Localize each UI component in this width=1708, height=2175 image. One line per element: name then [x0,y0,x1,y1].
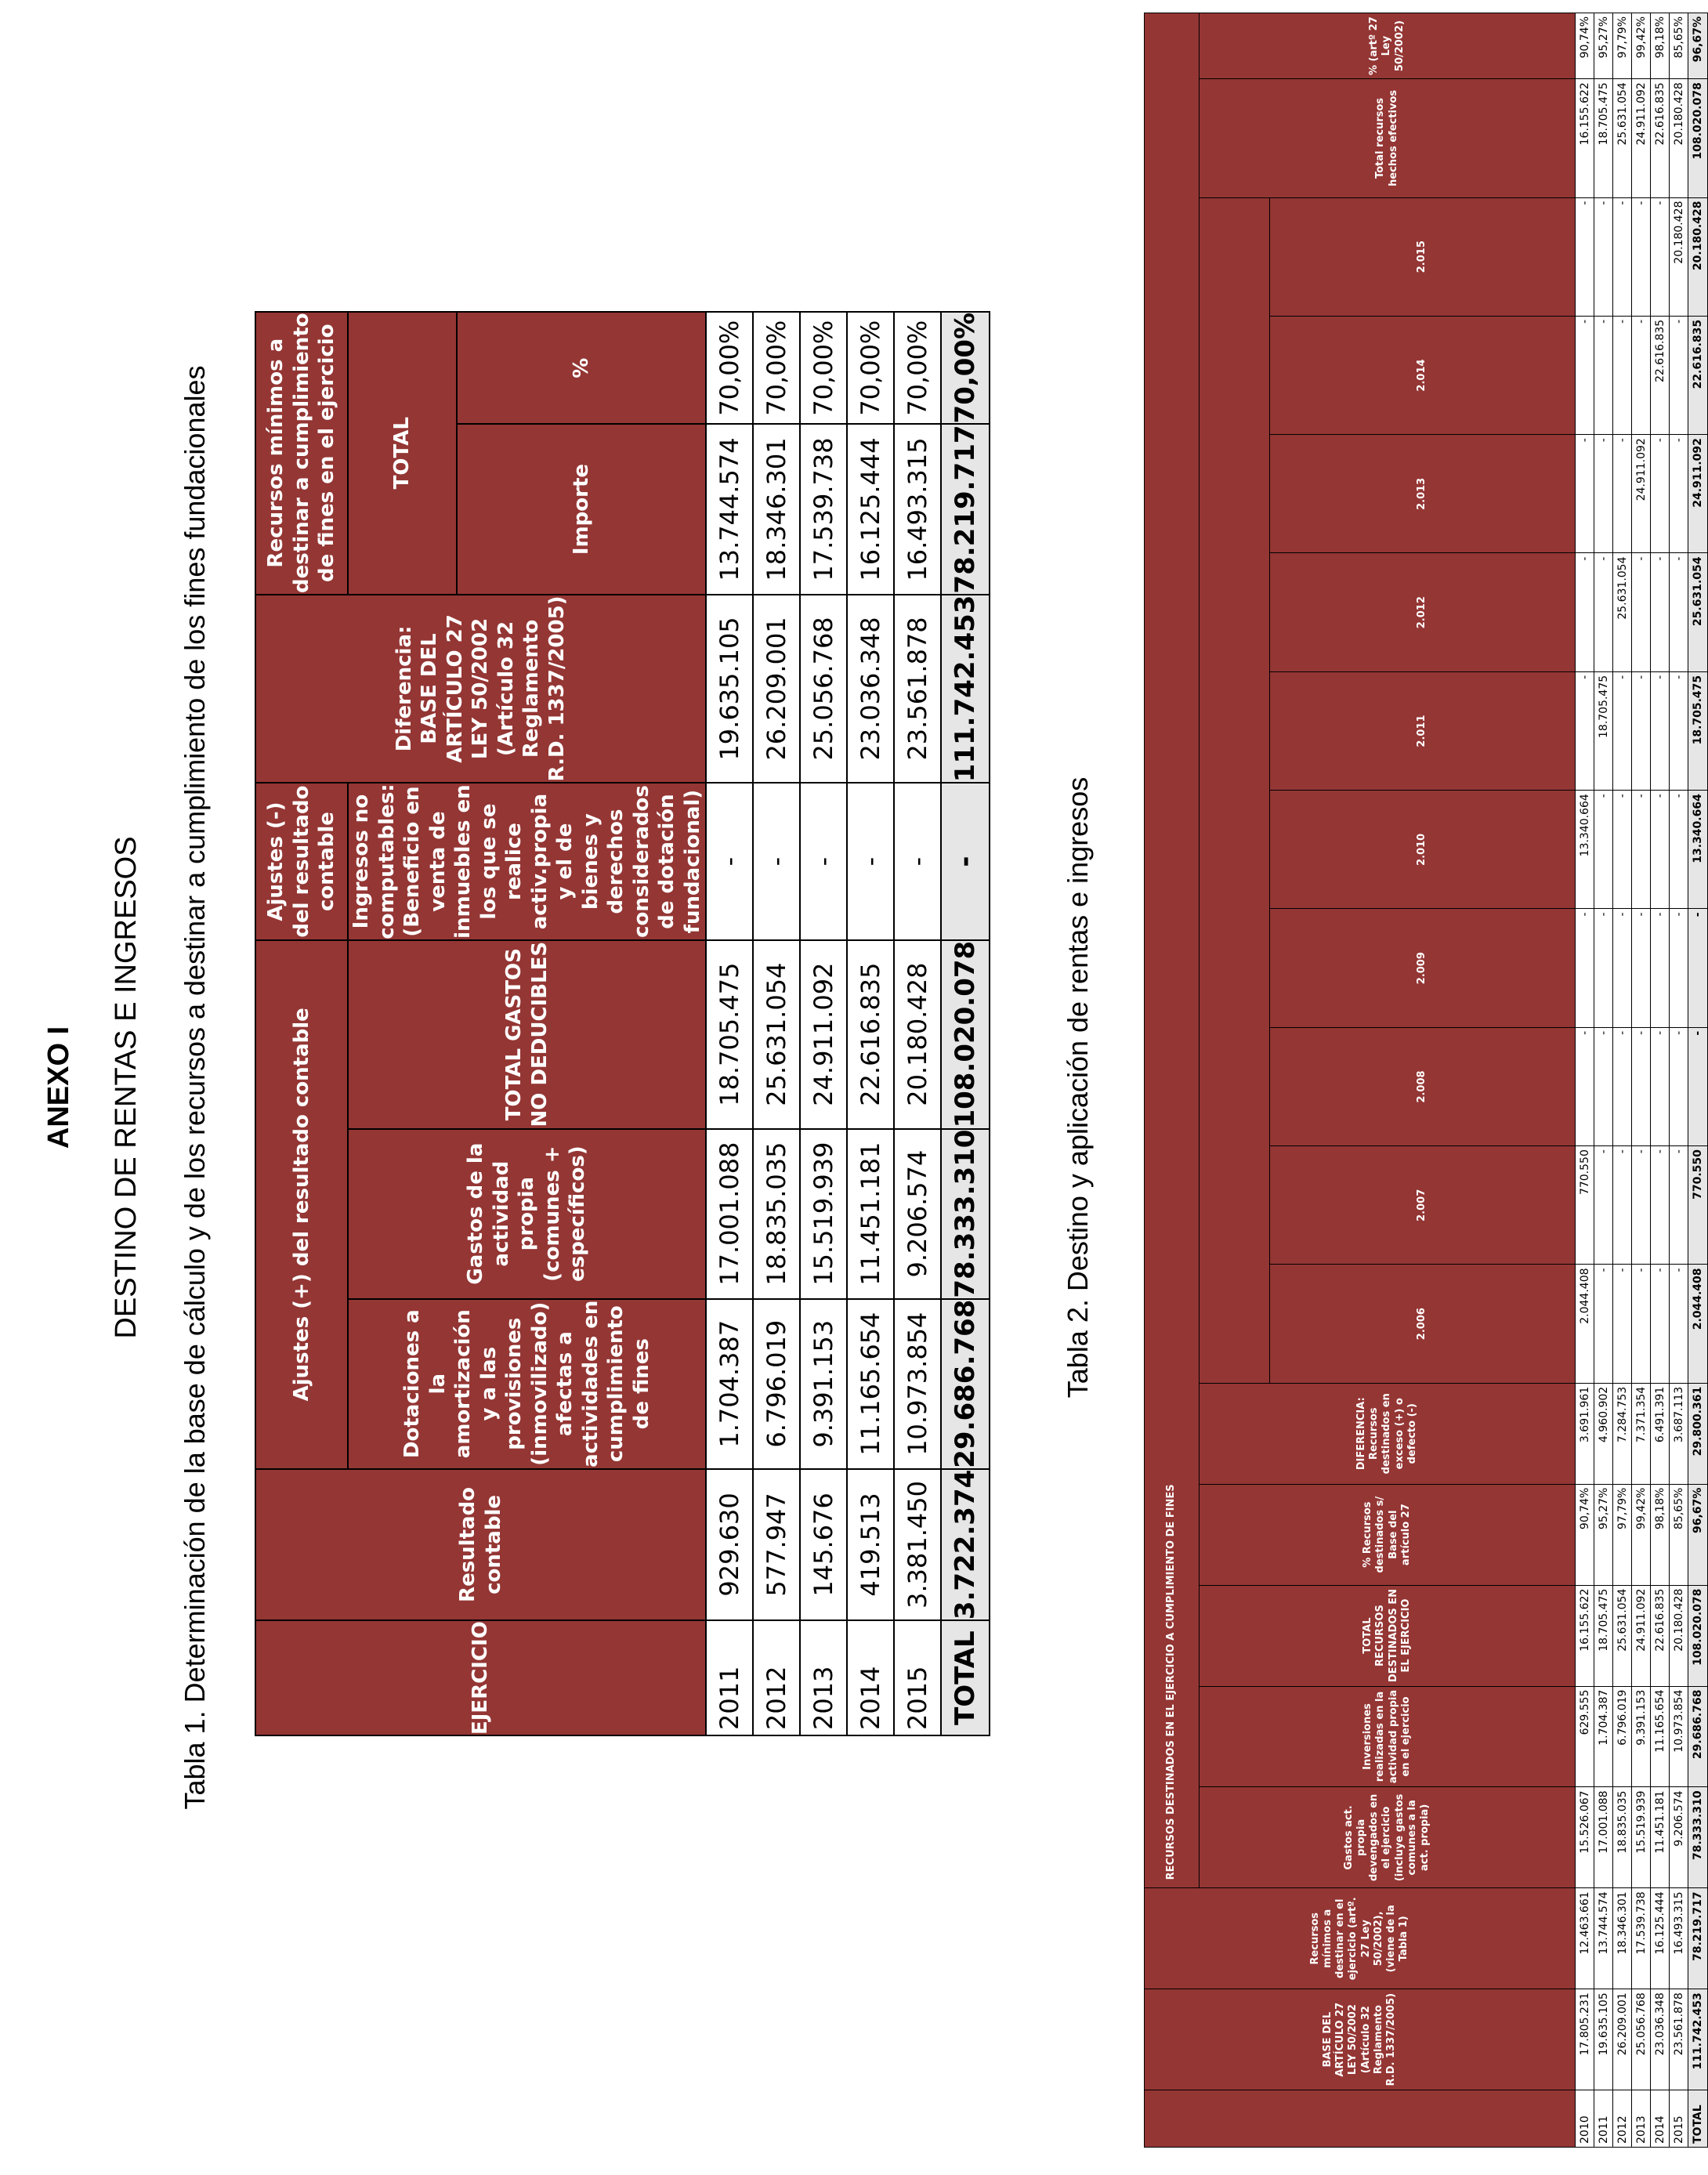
t1-cell-total-gastos: 25.631.054 [753,940,800,1129]
t1-header-total-gastos: TOTAL GASTOS NO DEDUCIBLES [348,940,706,1129]
t1-cell-total-gastos: 24.911.092 [800,940,847,1129]
t2-cell-alloc: - [1576,909,1594,1027]
t2-cell-recursos-min: 78.219.717 [1688,1888,1708,1989]
t1-cell-year: 2011 [706,1620,753,1735]
t2-cell-alloc: - [1576,1027,1594,1145]
t1-total-year: TOTAL [941,1620,990,1735]
t2-cell-alloc: - [1651,909,1670,1027]
t2-header-base: BASE DEL ARTÍCULO 27 LEY 50/2002 (Artículo 32 Reglamento R.D. 1337/2005) [1145,1989,1576,2090]
t2-cell-recursos-min: 17.539.738 [1632,1888,1651,1989]
t2-header-recursos-min: Recursos mínimos a destinar en el ejercicio (artº. 27 Ley 50/2002), (viene de la Tabla 1) [1145,1888,1576,1989]
t2-cell-total-rec: 18.705.475 [1594,1585,1613,1686]
t1-body [706,312,990,1735]
t2-header-year-6: 2.012 [1270,553,1576,671]
t1-cell-gastos: 11.451.181 [847,1129,894,1299]
t2-cell-alloc: - [1670,791,1688,909]
t2-cell-alloc: - [1651,553,1670,671]
t2-cell-base: 19.635.105 [1594,1989,1613,2090]
t2-cell-alloc: - [1632,316,1651,434]
t2-cell-base: 17.805.231 [1576,1989,1594,2090]
t2-cell-total-efectivos: 24.911.092 [1632,79,1651,197]
t2-cell-alloc: - [1688,1027,1708,1145]
t2-cell-alloc: - [1613,1027,1632,1145]
t2-cell-alloc: 25.631.054 [1613,553,1632,671]
t2-cell-alloc: - [1688,909,1708,1027]
t2-cell-alloc: - [1594,791,1613,909]
t2-header-year-9: 2.015 [1270,197,1576,316]
t2-cell-diferencia: 4.960.902 [1594,1383,1613,1484]
t1-cell-resultado: 3.381.450 [894,1469,941,1620]
t1-cell-dotaciones: 10.973.854 [894,1299,941,1469]
t2-cell-total-efectivos: 16.155.622 [1576,79,1594,197]
t2-cell-total-rec: 108.020.078 [1688,1585,1708,1686]
t2-cell-alloc: - [1576,435,1594,553]
t1-cell-resultado: 929.630 [706,1469,753,1620]
t2-cell-alloc: - [1651,1265,1670,1383]
t2-header-year-1: 2.007 [1270,1146,1576,1265]
t2-cell-alloc: - [1651,197,1670,316]
t2-cell-total-efectivos: 22.616.835 [1651,79,1670,197]
t2-cell-alloc: - [1651,1027,1670,1145]
t2-cell-total-rec: 24.911.092 [1632,1585,1651,1686]
t2-cell-recursos-min: 16.493.315 [1670,1888,1688,1989]
t2-cell-pct-art: 97,79% [1613,13,1632,79]
t1-cell-year: 2015 [894,1620,941,1735]
t2-cell-alloc: - [1594,553,1613,671]
t2-cell-alloc: - [1670,316,1688,434]
t1-header-ejercicio: EJERCICIO [255,1620,706,1735]
t2-cell-base: 111.742.453 [1688,1989,1708,2090]
t2-cell-pct-rec: 96,67% [1688,1484,1708,1585]
t2-header-year-0: 2.006 [1270,1265,1576,1383]
t2-cell-alloc: - [1632,197,1651,316]
t2-cell-year: 2014 [1651,2090,1670,2148]
t1-total-diferencia: 111.742.453 [941,595,990,784]
t2-cell-year: 2011 [1594,2090,1613,2148]
t1-cell-year: 2014 [847,1620,894,1735]
t2-cell-inversiones: 29.686.768 [1688,1686,1708,1787]
t2-cell-alloc: - [1670,671,1688,790]
t1-header-resultado: Resultado contable [255,1469,706,1620]
t2-cell-total-rec: 22.616.835 [1651,1585,1670,1686]
t1-cell-dotaciones: 1.704.387 [706,1299,753,1469]
t2-cell-alloc: 25.631.054 [1688,553,1708,671]
t2-cell-alloc: - [1613,316,1632,434]
t1-cell-year: 2013 [800,1620,847,1735]
t2-cell-total-rec: 20.180.428 [1670,1585,1688,1686]
t2-cell-total-efectivos: 20.180.428 [1670,79,1688,197]
t1-cell-diferencia: 23.036.348 [847,595,894,784]
t2-cell-alloc: - [1576,197,1594,316]
t2-cell-alloc: 2.044.408 [1576,1265,1594,1383]
t2-header-year-8: 2.014 [1270,316,1576,434]
t2-header-year-7: 2.013 [1270,435,1576,553]
t2-cell-diferencia: 3.687.113 [1670,1383,1688,1484]
t2-cell-alloc: - [1670,1027,1688,1145]
t1-header-recursos: Recursos mínimos a destinar a cumplimiento de fines en el ejercicio [255,312,348,595]
t2-cell-total-efectivos: 18.705.475 [1594,79,1613,197]
t1-cell-diferencia: 26.209.001 [753,595,800,784]
t2-cell-diferencia: 7.284.753 [1613,1383,1632,1484]
t1-cell-ingresos: - [894,783,941,939]
t1-cell-importe: 18.346.301 [753,424,800,594]
t1-header-total: TOTAL [348,312,457,595]
t2-cell-alloc: 770.550 [1576,1146,1594,1265]
t2-header-total-efectivos: Total recursos hechos efectivos [1200,79,1576,197]
t1-total-pct: 70,00% [941,312,990,425]
t2-header-year-2: 2.008 [1270,1027,1576,1145]
t2-cell-alloc: - [1632,909,1651,1027]
t2-header-total-rec: TOTAL RECURSOS DESTINADOS EN EL EJERCICIO [1200,1585,1576,1686]
t2-cell-pct-art: 96,67% [1688,13,1708,79]
t2-cell-alloc: - [1613,791,1632,909]
t2-cell-alloc: 770.550 [1688,1146,1708,1265]
t2-header-year-3: 2.009 [1270,909,1576,1027]
t2-cell-inversiones: 629.555 [1576,1686,1594,1787]
table1-caption: Tabla 1. Determinación de la base de cálculo y de los recursos a destinar a cumplimiento de los fines fundacionales [179,365,211,1810]
t1-cell-pct: 70,00% [800,312,847,425]
t1-cell-dotaciones: 9.391.153 [800,1299,847,1469]
t2-cell-alloc: - [1613,435,1632,553]
table1 [255,311,990,1736]
t2-header-gastos-act: Gastos act. propia devengados en el ejercicio (incluye gastos comunes a la act. propia) [1200,1787,1576,1888]
t2-cell-alloc: - [1670,909,1688,1027]
t2-cell-gastos-act: 11.451.181 [1651,1787,1670,1888]
t2-cell-alloc: - [1613,1265,1632,1383]
t2-cell-pct-rec: 85,65% [1670,1484,1688,1585]
t1-cell-importe: 13.744.574 [706,424,753,594]
t2-cell-alloc: - [1651,791,1670,909]
t2-cell-base: 26.209.001 [1613,1989,1632,2090]
t2-row [1576,13,1594,2148]
t2-cell-alloc: - [1632,1027,1651,1145]
t2-cell-alloc: - [1632,1265,1651,1383]
t2-header-year [1145,2090,1576,2148]
t2-cell-gastos-act: 9.206.574 [1670,1787,1688,1888]
t1-cell-importe: 17.539.738 [800,424,847,594]
t2-cell-pct-art: 95,27% [1594,13,1613,79]
t2-cell-inversiones: 11.165.654 [1651,1686,1670,1787]
t2-cell-pct-art: 98,18% [1651,13,1670,79]
t2-row [1632,13,1651,2148]
t1-cell-total-gastos: 22.616.835 [847,940,894,1129]
t1-total-dotaciones: 29.686.768 [941,1299,990,1469]
t1-cell-gastos: 18.835.035 [753,1129,800,1299]
t1-cell-diferencia: 23.561.878 [894,595,941,784]
t1-row [847,312,894,1735]
t2-cell-year: 2015 [1670,2090,1688,2148]
t2-cell-pct-art: 85,65% [1670,13,1688,79]
t2-cell-pct-art: 90,74% [1576,13,1594,79]
t2-cell-gastos-act: 15.519.939 [1632,1787,1651,1888]
table2-caption: Tabla 2. Destino y aplicación de rentas e ingresos [1062,776,1094,1399]
t2-cell-total-rec: 16.155.622 [1576,1585,1594,1686]
t2-cell-diferencia: 29.800.361 [1688,1383,1708,1484]
t2-cell-alloc: - [1651,435,1670,553]
t1-cell-ingresos: - [706,783,753,939]
t1-header-dotaciones: Dotaciones a la amortización y a las provisiones (inmovilizado) afectas a actividades en cumplimiento de fines [348,1299,706,1469]
t2-cell-alloc: - [1613,1146,1632,1265]
t1-total-gastos: 78.333.310 [941,1129,990,1299]
t2-cell-pct-art: 99,42% [1632,13,1651,79]
t2-cell-alloc: 18.705.475 [1594,671,1613,790]
t1-header-ajustes-pos: Ajustes (+) del resultado contable [255,940,348,1469]
t2-header-year-4: 2.010 [1270,791,1576,909]
t2-cell-alloc: 20.180.428 [1688,197,1708,316]
t2-cell-recursos-min: 12.463.661 [1576,1888,1594,1989]
t2-cell-alloc: 20.180.428 [1670,197,1688,316]
t2-cell-alloc: 22.616.835 [1651,316,1670,434]
t2-cell-inversiones: 6.796.019 [1613,1686,1632,1787]
t2-header-diferencia: DIFERENCIA: Recursos destinados en exceso (+) o defecto (-) [1200,1383,1576,1484]
t2-cell-inversiones: 10.973.854 [1670,1686,1688,1787]
t2-cell-alloc: - [1670,1146,1688,1265]
t1-cell-pct: 70,00% [753,312,800,425]
t2-cell-alloc: 24.911.092 [1632,435,1651,553]
t2-cell-diferencia: 3.691.961 [1576,1383,1594,1484]
t1-cell-importe: 16.493.315 [894,424,941,594]
section-title: DESTINO DE RENTAS E INGRESOS [110,836,143,1339]
t2-cell-alloc: - [1651,671,1670,790]
t2-cell-alloc: - [1632,791,1651,909]
t2-header-years-blank [1200,197,1270,1383]
t1-header-ajustes-neg: Ajustes (-) del resultado contable [255,783,348,939]
t1-cell-gastos: 9.206.574 [894,1129,941,1299]
t1-cell-total-gastos: 20.180.428 [894,940,941,1129]
t2-cell-alloc: 18.705.475 [1688,671,1708,790]
t1-total-total-gastos: 108.020.078 [941,940,990,1129]
t2-header-group: RECURSOS DESTINADOS EN EL EJERCICIO A CUMPLIMIENTO DE FINES [1145,13,1200,1888]
t2-cell-alloc: - [1576,553,1594,671]
t1-header-gastos: Gastos de la actividad propia (comunes + específicos) [348,1129,706,1299]
t2-cell-alloc: 22.616.835 [1688,316,1708,434]
t2-body [1576,13,1708,2148]
t2-cell-pct-rec: 99,42% [1632,1484,1651,1585]
t2-cell-alloc: - [1594,197,1613,316]
t2-cell-alloc: - [1632,1146,1651,1265]
t1-cell-total-gastos: 18.705.475 [706,940,753,1129]
t2-cell-pct-rec: 98,18% [1651,1484,1670,1585]
t2-cell-alloc: 13.340.664 [1576,791,1594,909]
t1-header-importe: Importe [457,424,706,594]
t1-total-ingresos: - [941,783,990,939]
t1-cell-diferencia: 19.635.105 [706,595,753,784]
t1-cell-diferencia: 25.056.768 [800,595,847,784]
t2-cell-alloc: - [1576,316,1594,434]
t2-cell-recursos-min: 13.744.574 [1594,1888,1613,1989]
t2-cell-recursos-min: 18.346.301 [1613,1888,1632,1989]
t1-cell-year: 2012 [753,1620,800,1735]
t1-cell-ingresos: - [847,783,894,939]
t1-cell-pct: 70,00% [706,312,753,425]
t2-header-pct-art: % (artº 27 Ley 50/2002) [1200,13,1576,79]
t2-cell-gastos-act: 15.526.067 [1576,1787,1594,1888]
t1-cell-resultado: 577.947 [753,1469,800,1620]
t2-cell-total-rec: 25.631.054 [1613,1585,1632,1686]
t2-cell-diferencia: 6.491.391 [1651,1383,1670,1484]
t2-cell-alloc: - [1613,671,1632,790]
t2-cell-alloc: - [1632,671,1651,790]
t1-cell-gastos: 17.001.088 [706,1129,753,1299]
t1-cell-resultado: 419.513 [847,1469,894,1620]
t1-cell-pct: 70,00% [847,312,894,425]
t1-row [706,312,753,1735]
t2-header-pct-rec: % Recursos destinados s/ Base del artículo 27 [1200,1484,1576,1585]
t1-cell-dotaciones: 11.165.654 [847,1299,894,1469]
t2-cell-alloc: - [1594,1146,1613,1265]
anexo-title: ANEXO I [42,1026,75,1149]
t2-cell-year: 2013 [1632,2090,1651,2148]
t2-cell-recursos-min: 16.125.444 [1651,1888,1670,1989]
t2-cell-gastos-act: 17.001.088 [1594,1787,1613,1888]
t2-cell-alloc: - [1594,435,1613,553]
t2-row [1670,13,1688,2148]
t1-total-row [941,312,990,1735]
t2-cell-diferencia: 7.371.354 [1632,1383,1651,1484]
t2-cell-alloc: - [1613,197,1632,316]
t2-cell-gastos-act: 78.333.310 [1688,1787,1708,1888]
t2-cell-alloc: - [1594,1027,1613,1145]
t1-header-pct: % [457,312,706,425]
t2-cell-alloc: 24.911.092 [1688,435,1708,553]
t2-cell-base: 25.056.768 [1632,1989,1651,2090]
t2-cell-inversiones: 1.704.387 [1594,1686,1613,1787]
t2-cell-alloc: - [1670,553,1688,671]
t1-cell-gastos: 15.519.939 [800,1129,847,1299]
t1-header-ingresos: Ingresos no computables: (Beneficio en venta de inmuebles en los que se realice activ.propia y el de bienes y derechos considerados de dotación fundacional) [348,783,706,939]
t2-row [1651,13,1670,2148]
t1-cell-pct: 70,00% [894,312,941,425]
t2-cell-alloc: - [1651,1146,1670,1265]
t2-cell-alloc: - [1670,435,1688,553]
t2-cell-inversiones: 9.391.153 [1632,1686,1651,1787]
t2-header-inversiones: Inversiones realizadas en la actividad propia en el ejercicio [1200,1686,1576,1787]
t2-row [1594,13,1613,2148]
t2-cell-base: 23.036.348 [1651,1989,1670,2090]
t2-cell-year: 2010 [1576,2090,1594,2148]
t2-row [1613,13,1632,2148]
table2 [1144,13,1708,2148]
t2-cell-total-efectivos: 25.631.054 [1613,79,1632,197]
t2-cell-year: TOTAL [1688,2090,1708,2148]
t2-header-year-5: 2.011 [1270,671,1576,790]
t2-cell-alloc: - [1613,909,1632,1027]
t2-cell-year: 2012 [1613,2090,1632,2148]
t1-cell-importe: 16.125.444 [847,424,894,594]
t2-cell-pct-rec: 90,74% [1576,1484,1594,1585]
t1-total-importe: 78.219.717 [941,424,990,594]
t2-total-row [1688,13,1708,2148]
t2-cell-alloc: - [1576,671,1594,790]
t1-total-resultado: 3.722.374 [941,1469,990,1620]
t2-cell-gastos-act: 18.835.035 [1613,1787,1632,1888]
t2-cell-pct-rec: 95,27% [1594,1484,1613,1585]
t2-cell-alloc: - [1594,909,1613,1027]
t2-cell-alloc: - [1594,316,1613,434]
t2-cell-alloc: 2.044.408 [1688,1265,1708,1383]
t1-cell-ingresos: - [800,783,847,939]
t1-row [894,312,941,1735]
t2-cell-total-efectivos: 108.020.078 [1688,79,1708,197]
t2-cell-base: 23.561.878 [1670,1989,1688,2090]
t2-cell-alloc: - [1670,1265,1688,1383]
t2-cell-alloc: - [1594,1265,1613,1383]
t2-cell-pct-rec: 97,79% [1613,1484,1632,1585]
t1-row [753,312,800,1735]
t1-row [800,312,847,1735]
t1-header-diferencia: Diferencia: BASE DEL ARTÍCULO 27 LEY 50/2002 (Artículo 32 Reglamento R.D. 1337/2005) [255,595,706,784]
t1-cell-resultado: 145.676 [800,1469,847,1620]
t2-cell-alloc: - [1632,553,1651,671]
t1-cell-ingresos: - [753,783,800,939]
t1-cell-dotaciones: 6.796.019 [753,1299,800,1469]
t2-cell-alloc: 13.340.664 [1688,791,1708,909]
